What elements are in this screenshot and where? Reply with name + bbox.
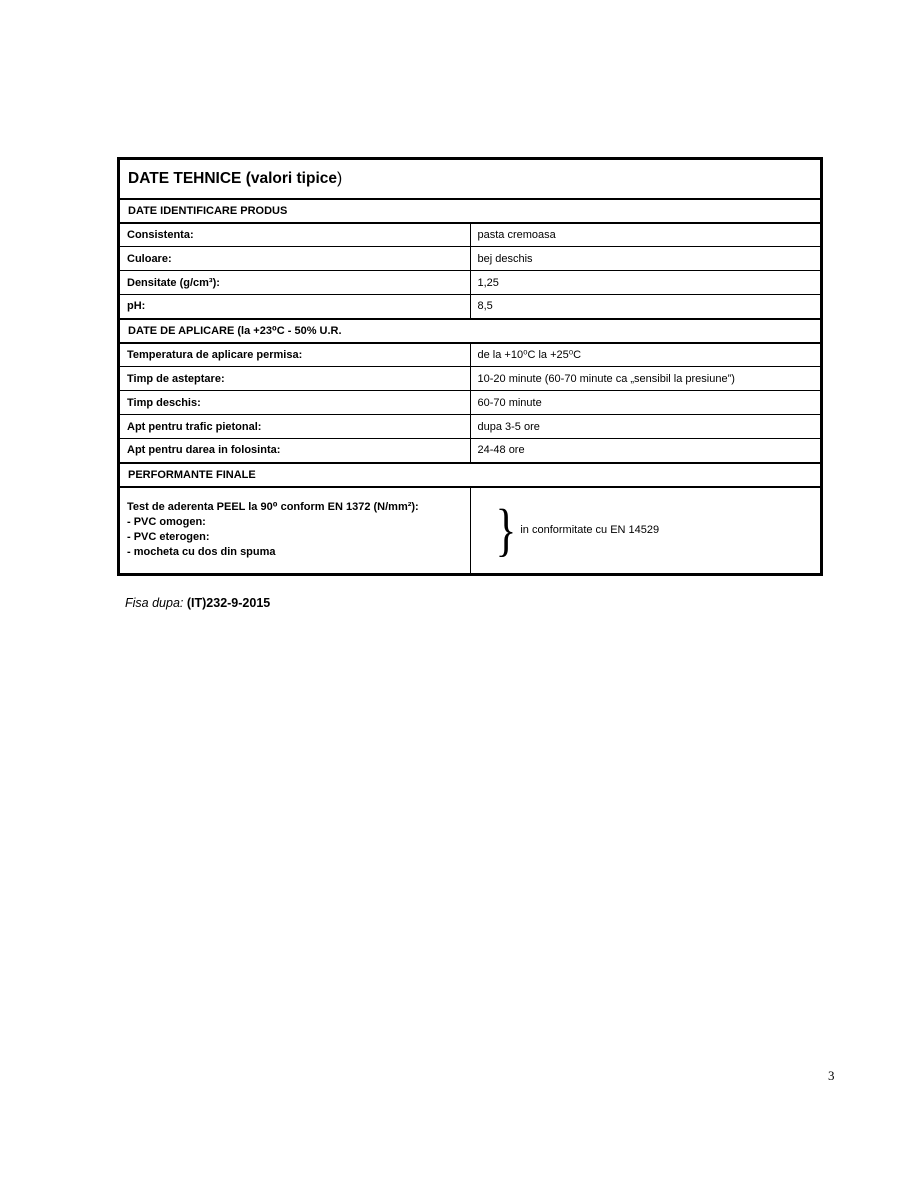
table-row xyxy=(119,343,822,367)
table-row xyxy=(119,367,822,391)
section-aplicare-header: DATE DE APLICARE (la +23⁰C - 50% U.R. xyxy=(119,319,822,343)
peel-test-result: in conformitate cu EN 14529 xyxy=(520,524,660,537)
row-label: Apt pentru trafic pietonal: xyxy=(119,415,471,439)
peel-test-label-cell xyxy=(119,487,471,575)
row-value: de la +10⁰C la +25⁰C xyxy=(470,343,822,367)
row-value: 60-70 minute xyxy=(470,391,822,415)
curly-brace-glyph: } xyxy=(494,497,516,563)
table-row xyxy=(119,271,822,295)
section-identificare-header: DATE IDENTIFICARE PRODUS xyxy=(119,199,822,223)
table-row xyxy=(119,295,822,319)
table-row xyxy=(119,223,822,247)
table-row xyxy=(119,439,822,463)
peel-test-line: Test de aderenta PEEL la 90⁰ conform EN 1372 (N/mm²): xyxy=(127,501,419,514)
section-aplicare-row xyxy=(119,319,822,343)
row-value: 10-20 minute (60-70 minute ca „sensibil la presiune”) xyxy=(470,367,822,391)
peel-test-line: - mocheta cu dos din spuma xyxy=(127,546,276,559)
row-label: Timp de asteptare: xyxy=(119,367,471,391)
table-title: DATE TEHNICE (valori tipice xyxy=(128,169,337,187)
source-note-label: Fisa dupa: xyxy=(125,596,184,610)
section-performante-header: PERFORMANTE FINALE xyxy=(119,463,822,487)
peel-test-row xyxy=(119,487,822,575)
row-label: Temperatura de aplicare permisa: xyxy=(119,343,471,367)
page-number: 3 xyxy=(828,1068,835,1083)
table-row xyxy=(119,415,822,439)
row-value: pasta cremoasa xyxy=(470,223,822,247)
row-value: 24-48 ore xyxy=(470,439,822,463)
section-performante-row xyxy=(119,463,822,487)
row-label: pH: xyxy=(119,295,471,319)
peel-test-line: - PVC omogen: xyxy=(127,516,206,529)
row-label: Densitate (g/cm³): xyxy=(119,271,471,295)
row-label: Consistenta: xyxy=(119,223,471,247)
table-title-paren: ) xyxy=(337,169,343,187)
row-label: Culoare: xyxy=(119,247,471,271)
table-row xyxy=(119,391,822,415)
source-note xyxy=(125,595,270,611)
technical-data-table xyxy=(117,157,823,576)
row-value: 8,5 xyxy=(470,295,822,319)
section-identificare-row xyxy=(119,199,822,223)
peel-test-result-cell xyxy=(470,487,822,575)
table-title-row xyxy=(119,159,822,199)
table-row xyxy=(119,247,822,271)
row-value: bej deschis xyxy=(470,247,822,271)
row-label: Apt pentru darea in folosinta: xyxy=(119,439,471,463)
table-title-cell xyxy=(119,159,822,199)
source-note-code: (IT)232-9-2015 xyxy=(186,596,271,610)
peel-test-line: - PVC eterogen: xyxy=(127,531,210,544)
row-value: dupa 3-5 ore xyxy=(470,415,822,439)
row-label: Timp deschis: xyxy=(119,391,471,415)
row-value: 1,25 xyxy=(470,271,822,295)
